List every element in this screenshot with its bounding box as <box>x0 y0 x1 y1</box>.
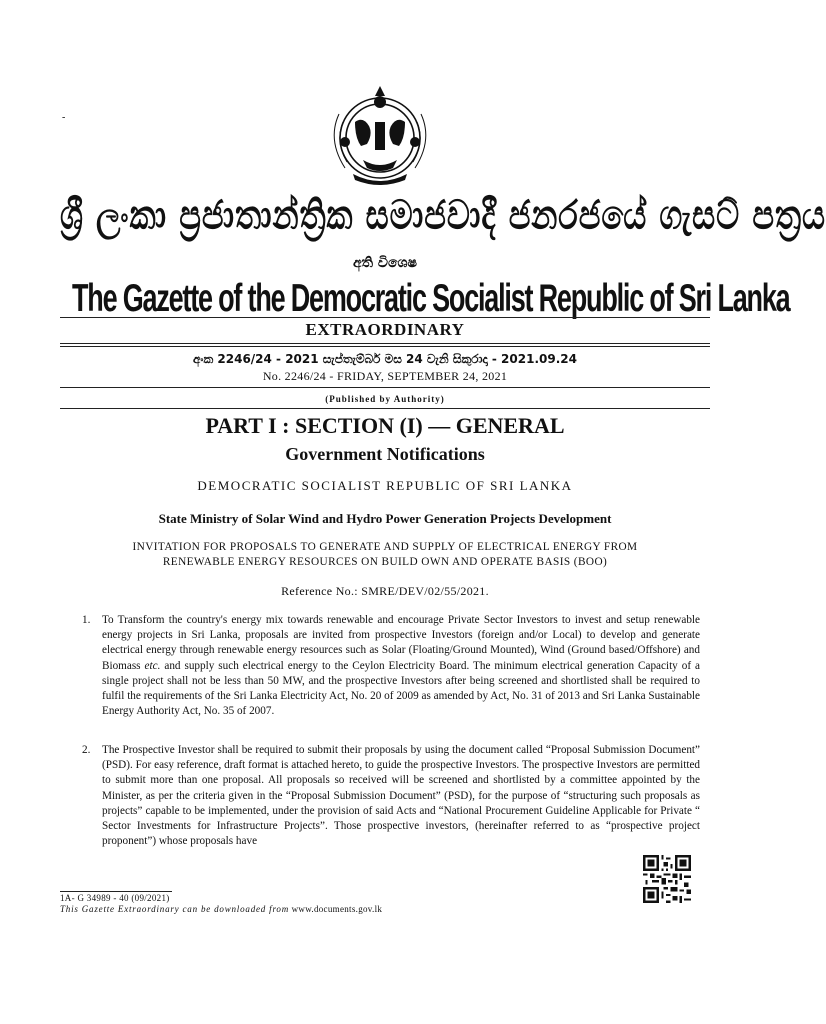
invitation-line-2: RENEWABLE ENERGY RESOURCES ON BUILD OWN AND OPERATE BASIS (BOO) <box>162 556 608 568</box>
footer-download-link[interactable]: www.documents.gov.lk <box>291 904 383 914</box>
rule-mid <box>60 387 710 388</box>
reference-number: Reference No.: SMRE/DEV/02/55/2021. <box>281 584 489 598</box>
paragraph-1 <box>82 613 700 719</box>
footer-download-note <box>60 904 382 914</box>
footer-code: 1A- G 34989 - 40 (09/2021) <box>60 893 170 903</box>
issue-line-english: No. 2246/24 - FRIDAY, SEPTEMBER 24, 2021 <box>262 369 508 383</box>
state-emblem-icon <box>325 82 435 194</box>
rule-top <box>60 317 710 318</box>
invitation-line-1: INVITATION FOR PROPOSALS TO GENERATE AND SUPPLY OF ELECTRICAL ENERGY FROM <box>132 541 638 553</box>
paragraph-number: 2. <box>82 744 91 756</box>
invitation-heading <box>80 540 690 570</box>
paragraph-text-part-b: and supply such electrical energy to the Ceylon Electricity Board. The minimum electrical generation Capacity of a single project shall not be less than 50 MW, and the prospective Investors after being screened and shortlisted shall be required to fulfil the requirements of the Sri Lanka Electricity Act, No. 20 of 2009 as amended by Act, No. 31 of 2013 and Sri Lanka Sustainable Energy Authority Act, No. 35 of 2007. <box>102 659 701 718</box>
paragraph-text-etc: etc. <box>144 659 161 672</box>
part-heading: PART I : SECTION (I) — GENERAL <box>205 413 565 438</box>
ministry-name: State Ministry of Solar Wind and Hydro Power Generation Projects Development <box>158 511 612 526</box>
footer-rule <box>60 891 172 892</box>
stray-mark: - <box>62 112 66 123</box>
paragraph-text: The Prospective Investor shall be required to submit their proposals by using the document called “Proposal Submission Document” (PSD). For easy reference, draft format is attached hereto, to guide the prospective Investors. The prospective Investors are permitted to submit more than one proposal. All proposals so received will be screened and shortlisted by a committee appointed by the Minister, as per the criteria given in the “Proposal Submission Document” (PSD), for the purpose of “structuring such proposals as projects” capable to be implemented, under the provision of said Acts and “National Procurement Guideline Applicable for Private “ Sector Investments for Infrastructure Projects”. Those prospective investors, (hereinafter referred to as “prospective project proponent”) whose proposals have <box>102 744 700 848</box>
published-by-authority: (Published by Authority) <box>325 394 445 404</box>
rule-lower <box>60 408 710 409</box>
rule-upper <box>60 343 710 344</box>
section-heading: Government Notifications <box>285 444 485 464</box>
qr-code-icon <box>643 855 691 903</box>
republic-line: DEMOCRATIC SOCIALIST REPUBLIC OF SRI LANKA <box>197 478 573 493</box>
sinhala-extraordinary: අති විශෙෂ <box>353 255 417 271</box>
english-gazette-title: The Gazette of the Democratic Socialist Republic of Sri Lanka <box>72 276 790 320</box>
rule-upper-double <box>60 346 710 347</box>
footer-download-text: This Gazette Extraordinary can be downloaded from <box>60 904 290 914</box>
paragraph-number: 1. <box>82 614 91 626</box>
paragraph-text <box>102 613 700 719</box>
extraordinary-label: EXTRAORDINARY <box>305 320 465 339</box>
sinhala-gazette-title: ශ්‍රී ලංකා ප්‍රජාතාන්ත්‍රික සමාජවාදී ජනරජයේ ගැසට් පත්‍රය <box>60 191 826 239</box>
issue-line-sinhala: අංක 2246/24 - 2021 සැප්තැම්බර් මස 24 වැනි සිකුරාදා - 2021.09.24 <box>193 352 577 366</box>
paragraph-text-part-a: To Transform the country's energy mix towards renewable and encourage Private Sector Investors to invest and setup renewable energy projects in Sri Lanka, proposals are invited from prospective Investors (foreign and/or Local) to develop and generate electrical energy through renewable energy resources such as Solar (Floating/Ground Mounted), Wind (Ground based/Offshore) and Biomass <box>102 614 700 672</box>
paragraph-2 <box>82 743 700 849</box>
